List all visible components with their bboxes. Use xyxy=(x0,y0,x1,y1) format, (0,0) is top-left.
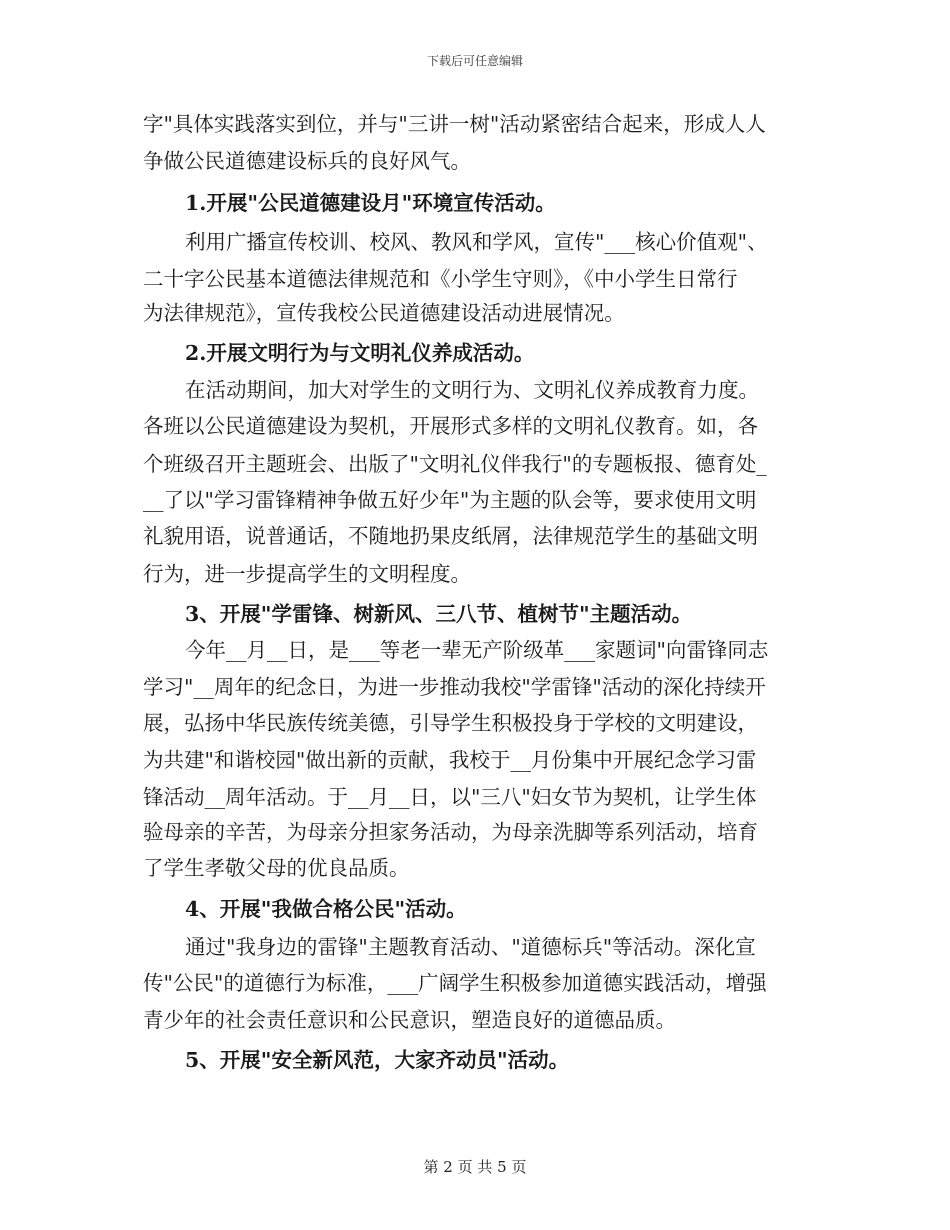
section-heading: 3、开展"学雷锋、树新风、三八节、植树节"主题活动。 xyxy=(185,602,693,626)
paragraph-line: 了学生孝敬父母的优良品质。 xyxy=(143,856,410,880)
paragraph-line: 行为，进一步提高学生的文明程度。 xyxy=(143,562,471,586)
page-footer: 第 2 页 共 5 页 xyxy=(423,1158,527,1176)
paragraph-line: 验母亲的辛苦，为母亲分担家务活动，为母亲洗脚等系列活动，培育 xyxy=(143,820,758,844)
paragraph-line: 为法律规范》，宣传我校公民道德建设活动进展情况。 xyxy=(143,301,625,325)
paragraph-line: 各班以公民道德建设为契机，开展形式多样的文明礼仪教育。如，各 xyxy=(143,414,758,438)
paragraph-line: 个班级召开主题班会、出版了"文明礼仪伴我行"的专题板报、德育处_ xyxy=(143,452,767,476)
paragraph-line: 利用广播宣传校训、校风、教风和学风，宣传"___核心价值观"、 xyxy=(185,230,768,254)
paragraph-line: 传"公民"的道德行为标准，___广阔学生积极参加道德实践活动，增强 xyxy=(143,971,767,995)
section-heading: 5、开展"安全新风范，大家齐动员"活动。 xyxy=(185,1048,570,1072)
paragraph-line: 通过"我身边的雷锋"主题教育活动、"道德标兵"等活动。深化宣 xyxy=(185,935,756,959)
paragraph-line: 字"具体实践落实到位，并与"三讲一树"活动紧密结合起来，形成人人 xyxy=(143,112,766,136)
paragraph-line: 在活动期间，加大对学生的文明行为、文明礼仪养成教育力度。 xyxy=(185,378,759,402)
paragraph-line: 青少年的社会责任意识和公民意识，塑造良好的道德品质。 xyxy=(143,1008,676,1032)
paragraph-line: 学习"__周年的纪念日，为进一步推动我校"学雷锋"活动的深化持续开 xyxy=(143,675,766,699)
section-heading: 4、开展"我做合格公民"活动。 xyxy=(185,897,467,921)
paragraph-line: __了以"学习雷锋精神争做五好少年"为主题的队会等，要求使用文明 xyxy=(143,488,757,512)
section-heading: 1.开展"公民道德建设月"环境宣传活动。 xyxy=(185,191,556,215)
paragraph-line: 展，弘扬中华民族传统美德，引导学生积极投身于学校的文明建设， xyxy=(143,711,758,735)
paragraph-line: 礼貌用语，说普通话，不随地扔果皮纸屑，法律规范学生的基础文明 xyxy=(143,524,758,548)
section-heading: 2.开展文明行为与文明礼仪养成活动。 xyxy=(185,341,535,365)
paragraph-line: 二十字公民基本道德法律规范和《小学生守则》，《中小学生日常行 xyxy=(143,267,738,291)
paragraph-line: 为共建"和谐校园"做出新的贡献，我校于__月份集中开展纪念学习雷 xyxy=(143,748,757,772)
paragraph-line: 今年__月__日，是___等老一辈无产阶级革___家题词"向雷锋同志 xyxy=(185,638,769,662)
paragraph-line: 锋活动__周年活动。于__月__日，以"三八"妇女节为契机，让学生体 xyxy=(143,785,757,809)
page-header: 下载后可任意编辑 xyxy=(426,54,523,68)
paragraph-line: 争做公民道德建设标兵的良好风气。 xyxy=(143,149,471,173)
